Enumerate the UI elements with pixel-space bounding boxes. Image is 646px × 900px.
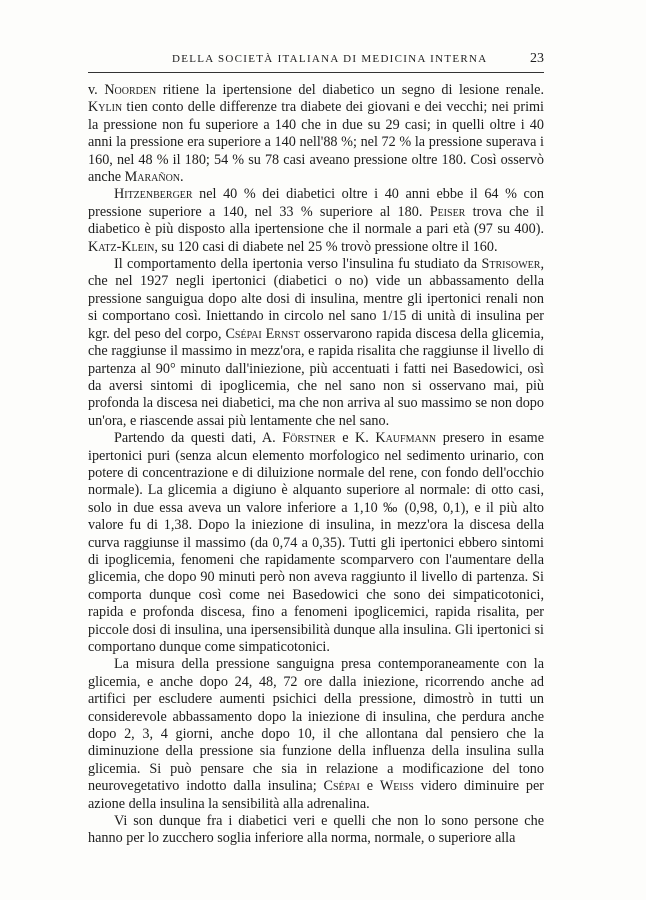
author-name: Förstner [282, 430, 336, 447]
text-run: Vi son dunque fra i diabetici veri e quelli che non lo sono persone che hanno per lo zucchero soglia inferiore alla norma, normale, o superiore alla [88, 813, 544, 847]
page-number: 23 [530, 51, 544, 66]
author-name: Kylin [88, 99, 123, 116]
text-run: osservarono rapida discesa della glicemia, che raggiunse il massimo in mezz'ora, e rapida risalita che raggiunse il livello di partenza al 90° minuto dall'iniezione, più accentuati i fatti nei Basedowici, osì da aversi sintomi di ipoglicemia, che nel sano non si osservano mai, più profonda la discesa nei diabetici, ma che non arriva al suo massimo se non dopo un'ora, e riascende assai più lentamente che nel sano. [88, 325, 545, 429]
text-run: La misura della pressione sanguigna presa contemporaneamente con la glicemia, e anche dopo 24, 48, 72 ore dalla iniezione, ricorrendo anche ad artifici per escludere aumenti psichici della pressione, dimostrò in tutti un considerevole abbassamento dopo la iniezione di insulina, che perdura anche dopo 2, 3, 4 giorni, anche dopo 10, il che allontana dal pensiero che la diminuzione della pressione sia funzione della influenza della insulina sulla glicemia. Si può pensare che sia in relazione a modificazione del tono neurovegetativo indotto dalla insulina; [88, 656, 544, 795]
text-run: , che nel 1927 negli ipertonici (diabetici o no) vide un abbassamento della pressione sanguigua dopo alte dosi di insulina, mentre gli ipertonici renali non si comportano così. Iniettando in circolo nel sano 1/15 di unità di insulina per kgr. del peso del corpo, [88, 256, 544, 342]
text-run: v. [88, 82, 105, 98]
text-run: tien conto delle differenze tra diabete dei giovani e dei vecchi; nei primi la pressione non fu superiore a 140 che in due su 29 casi; in quelli oltre i 40 anni la pressione era superiore a 140 nell'88 %; nel 72 % la pressione superava i 160, nel 48 % il 180; 54 % su 78 casi aveano pressione oltre 180. Così osservò anche [88, 99, 544, 186]
text-run: , su 120 casi di diabete nel 25 % trovò pressione oltre il 160. [154, 238, 498, 255]
author-name: Marañon [124, 169, 181, 186]
author-name: Kaufmann [375, 430, 437, 447]
author-name: Weiss [379, 778, 414, 795]
text-run: . [180, 169, 184, 186]
body-text [88, 82, 544, 848]
text-run: e K. [335, 430, 376, 447]
paragraph [88, 813, 544, 848]
paragraph [88, 656, 544, 813]
author-name: Csépai [323, 778, 360, 795]
text-run: e [359, 778, 380, 795]
running-header [88, 50, 544, 73]
author-name: Csépai Ernst [225, 325, 300, 342]
text-run: nel 40 % dei diabetici oltre i 40 anni ebbe il 64 % con pressione superiore a 140, nel 33 % superiore al 180. [88, 186, 544, 220]
text-run: videro diminuire per azione della insulina la sensibilità alla adrenalina. [88, 778, 544, 812]
author-name: Katz-Klein [88, 238, 155, 255]
paragraph [88, 82, 544, 186]
text-run: Il comportamento della ipertonia verso l'insulina fu studiato da [114, 256, 482, 273]
author-name: Noorden [104, 82, 157, 98]
paragraph [88, 430, 544, 656]
author-name: Hitzenberger [114, 186, 193, 203]
text-run: trova che il diabetico è più disposto alla ipertensione che il normale a pari età (97 su 400). [88, 203, 544, 238]
paragraph [88, 256, 544, 430]
text-run: presero in esame ipertonici puri (senza alcun elemento morfologico nel sedimento urinario, con potere di concentrazione e di diluizione normale del rene, con fondo dell'occhio normale). La glicemia a digiuno è alquanto superiore al normale: di otto casi, solo in due essa aveva un valore inferiore a 1,10 ‰ (0,98, 0,1), e il più alto valore fu di 1,38. Dopo la iniezione di insulina, in mezz'ora la discesa della curva raggiunse il massimo (da 0,74 a 0,35). Tutti gli ipertonici ebbero sintomi di ipoglicemia, fenomeni che rapidamente scomparvero con l'aumentare della glicemia, che dopo 90 minuti però non aveva raggiunto il livello di partenza. Si comporta dunque così come nei Basedowici che sono dei simpaticotonici, rapida e profonda discesa, fino a fenomeni ipoglicemici, rapida risalita, per piccole dosi di insulina, una ipersensibilità dunque alla insulina. Gli ipertonici si comportano dunque come simpaticotonici. [88, 430, 544, 655]
running-title: DELLA SOCIETÀ ITALIANA DI MEDICINA INTERNA [172, 53, 488, 65]
text-run: ritiene la ipertensione del diabetico un segno di lesione renale. [156, 82, 544, 98]
author-name: Strisower [481, 256, 541, 273]
author-name: Peiser [429, 203, 466, 220]
text-run: Partendo da questi dati, A. [114, 430, 283, 447]
paragraph [88, 186, 544, 256]
